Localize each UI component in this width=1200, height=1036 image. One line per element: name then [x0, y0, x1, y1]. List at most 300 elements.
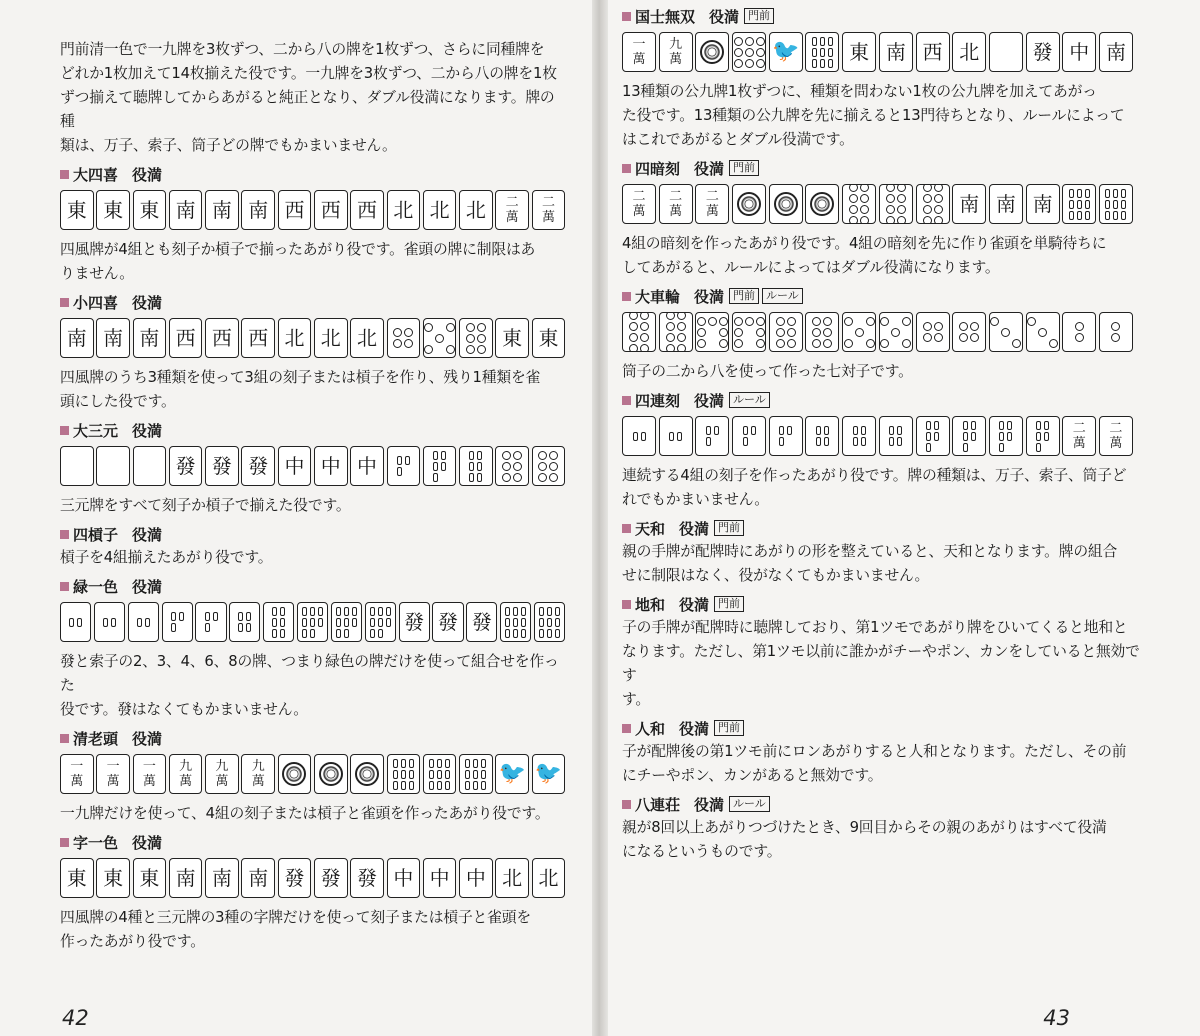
tile-glyph: 萬	[669, 204, 683, 219]
sou-sticks	[926, 421, 939, 452]
sou-tile	[622, 416, 656, 456]
pin-dot-icon	[812, 317, 821, 326]
pin-dot-icon	[923, 205, 932, 214]
bamboo-stick-icon	[481, 781, 486, 790]
bamboo-stick-icon	[812, 48, 817, 57]
honor-tile	[350, 446, 384, 486]
pin-dot-icon	[756, 328, 765, 337]
sou-tile	[297, 602, 328, 642]
honor-tile	[879, 32, 913, 72]
tile-glyph: 東	[103, 866, 124, 890]
tile-glyph: 南	[66, 326, 87, 350]
honor-tile	[1099, 32, 1133, 72]
pin-dot-icon	[466, 334, 475, 343]
pin-dot-icon	[719, 317, 728, 326]
pin-tile	[732, 312, 766, 352]
pin-dot-icon	[513, 451, 522, 460]
sou-tile	[879, 416, 913, 456]
bamboo-stick-icon	[433, 451, 438, 460]
pin-circle-icon	[355, 762, 379, 786]
bamboo-stick-icon	[477, 473, 482, 482]
pin-dot-icon	[860, 184, 869, 192]
honor-tile	[96, 446, 130, 486]
sou-sticks	[1069, 189, 1090, 220]
tile-glyph: 二	[505, 195, 519, 210]
bamboo-stick-icon	[999, 432, 1004, 441]
bamboo-stick-icon	[1121, 200, 1126, 209]
honor-tile	[952, 184, 986, 224]
bamboo-stick-icon	[812, 37, 817, 46]
pin-dot-icon	[719, 339, 728, 348]
pin-tile	[769, 312, 803, 352]
bamboo-stick-icon	[272, 618, 277, 627]
honor-tile	[169, 858, 203, 898]
bamboo-stick-icon	[205, 623, 210, 632]
sou-sticks	[465, 759, 486, 790]
pin-dots	[734, 317, 765, 348]
bamboo-stick-icon	[393, 770, 398, 779]
pin-circle-icon	[700, 40, 724, 64]
pin-dot-icon	[549, 473, 558, 482]
pin-dot-icon	[886, 184, 895, 192]
tile-glyph: 二	[705, 189, 719, 204]
yaku-points: 役満	[694, 391, 725, 410]
tile-glyph: 南	[248, 866, 269, 890]
bamboo-stick-icon	[437, 759, 442, 768]
honor-tile	[842, 32, 876, 72]
sou-tile	[1099, 184, 1133, 224]
pin-dot-icon	[538, 451, 547, 460]
tile-glyph: 二	[632, 189, 646, 204]
sou-sticks	[779, 426, 792, 446]
bamboo-stick-icon	[272, 607, 277, 616]
yaku-heading	[622, 284, 1142, 308]
honor-tile	[241, 858, 275, 898]
bamboo-stick-icon	[505, 607, 510, 616]
pin-tile	[387, 318, 421, 358]
bamboo-stick-icon	[352, 607, 357, 616]
sou-tile	[495, 754, 529, 794]
bamboo-stick-icon	[824, 437, 829, 446]
bamboo-stick-icon	[336, 629, 341, 638]
bamboo-stick-icon	[272, 629, 277, 638]
sou-sticks	[469, 451, 482, 482]
pin-dot-icon	[849, 184, 858, 192]
condition-badge: 門前	[714, 520, 744, 536]
honor-tile	[423, 858, 457, 898]
bamboo-stick-icon	[481, 759, 486, 768]
bamboo-stick-icon	[370, 607, 375, 616]
tile-glyph: 中	[465, 866, 486, 890]
bullet-square-icon	[622, 800, 631, 809]
yaku-description: 一九牌だけを使って、4組の刻子または槓子と雀頭を作ったあがり役です。	[60, 805, 550, 822]
pin-dots	[880, 317, 911, 348]
pin-dot-icon	[666, 312, 675, 320]
pin-tile	[952, 312, 986, 352]
yaku-heading	[622, 716, 1142, 740]
bullet-square-icon	[60, 838, 69, 847]
honor-tile	[96, 318, 130, 358]
honor-tile	[241, 318, 275, 358]
bamboo-stick-icon	[481, 770, 486, 779]
sou-sticks	[336, 607, 357, 638]
sou-sticks	[743, 426, 756, 446]
yaku-heading	[60, 574, 568, 598]
tile-glyph: 南	[1105, 40, 1126, 64]
pin-dot-icon	[734, 328, 743, 337]
yaku-name: 人和	[635, 719, 666, 738]
bamboo-stick-icon	[547, 618, 552, 627]
bamboo-stick-icon	[441, 451, 446, 460]
tile-glyph: 西	[320, 198, 341, 222]
pin-dot-icon	[666, 333, 675, 342]
tile-row	[622, 312, 1142, 354]
sou-sticks	[1105, 189, 1126, 220]
pin-dot-icon	[902, 317, 911, 326]
sou-tile	[162, 602, 193, 642]
honor-tile	[241, 190, 275, 230]
yaku-heading	[60, 418, 568, 442]
bamboo-stick-icon	[889, 426, 894, 435]
pin-dot-icon	[866, 317, 875, 326]
tile-glyph: 東	[849, 40, 870, 64]
pin-dot-icon	[629, 333, 638, 342]
pin-circle-icon	[774, 192, 798, 216]
pin-dot-icon	[446, 323, 455, 332]
pin-tile	[423, 318, 457, 358]
honor-tile	[133, 190, 167, 230]
pin-dot-icon	[844, 339, 853, 348]
bamboo-stick-icon	[445, 759, 450, 768]
honor-tile	[60, 318, 94, 358]
tile-glyph: 發	[175, 454, 196, 478]
tile-row	[60, 190, 568, 232]
honor-tile	[1026, 184, 1060, 224]
tile-glyph: 發	[471, 610, 492, 634]
bamboo-stick-icon	[999, 421, 1004, 430]
yaku-points: 役満	[132, 525, 163, 544]
sou-tile	[1062, 184, 1096, 224]
tile-row	[622, 184, 1142, 226]
bamboo-stick-icon	[473, 770, 478, 779]
honor-tile	[423, 190, 457, 230]
tile-glyph: 發	[357, 866, 378, 890]
character-tile	[205, 754, 239, 794]
pin-dot-icon	[466, 323, 475, 332]
yaku-name: 緑一色	[73, 577, 119, 596]
tile-glyph: 南	[1032, 192, 1053, 216]
character-tile	[1099, 416, 1133, 456]
pin-dots	[990, 317, 1021, 348]
bamboo-stick-icon	[318, 607, 323, 616]
bamboo-stick-icon	[465, 781, 470, 790]
bamboo-stick-icon	[812, 59, 817, 68]
sou-tile	[769, 32, 803, 72]
tile-glyph: 中	[284, 454, 305, 478]
tile-glyph: 南	[175, 198, 196, 222]
pin-tile	[695, 312, 729, 352]
bamboo-stick-icon	[1077, 211, 1082, 220]
pin-dot-icon	[538, 462, 547, 471]
condition-badge: 門前	[729, 288, 759, 304]
bamboo-stick-icon	[246, 612, 251, 621]
bamboo-stick-icon	[318, 618, 323, 627]
bamboo-stick-icon	[677, 432, 682, 441]
pin-dot-icon	[477, 345, 486, 354]
bamboo-stick-icon	[1105, 189, 1110, 198]
bamboo-stick-icon	[437, 770, 442, 779]
bullet-square-icon	[622, 396, 631, 405]
pin-dot-icon	[745, 37, 754, 46]
sou-tile	[263, 602, 294, 642]
sou-sticks	[69, 618, 82, 627]
honor-tile	[169, 190, 203, 230]
pin-dot-icon	[502, 473, 511, 482]
pin-dot-icon	[880, 317, 889, 326]
pin-dot-icon	[959, 333, 968, 342]
honor-tile	[532, 318, 566, 358]
pin-dot-icon	[756, 37, 765, 46]
tile-glyph: 萬	[106, 774, 120, 789]
pin-dot-icon	[640, 344, 649, 352]
honor-tile	[60, 858, 94, 898]
character-tile	[169, 754, 203, 794]
yaku-name: 大車輪	[635, 287, 681, 306]
bamboo-stick-icon	[820, 48, 825, 57]
pin-dot-icon	[677, 322, 686, 331]
tile-glyph: 二	[1072, 421, 1086, 436]
bamboo-stick-icon	[779, 437, 784, 446]
tile-row	[60, 602, 568, 644]
sou-sticks	[171, 612, 184, 632]
pin-dot-icon	[880, 339, 889, 348]
bullet-square-icon	[60, 426, 69, 435]
yaku-heading	[60, 830, 568, 854]
pin-dot-icon	[990, 317, 999, 326]
sou-tile	[732, 416, 766, 456]
yaku-points: 役満	[132, 833, 163, 852]
bullet-square-icon	[60, 170, 69, 179]
condition-badge: 門前	[729, 160, 759, 176]
pin-dots	[629, 312, 649, 352]
yaku-points: 役満	[679, 519, 710, 538]
bamboo-stick-icon	[370, 618, 375, 627]
sou-tile	[387, 446, 421, 486]
bamboo-stick-icon	[1077, 200, 1082, 209]
sou-tile	[387, 754, 421, 794]
bamboo-stick-icon	[1069, 189, 1074, 198]
yaku-points: 役満	[132, 577, 163, 596]
pin-tile	[916, 184, 950, 224]
pin-dot-icon	[860, 216, 869, 224]
sou-sticks	[137, 618, 150, 627]
bamboo-stick-icon	[1121, 211, 1126, 220]
left-page	[0, 0, 596, 1036]
sou-sticks	[999, 421, 1012, 452]
bamboo-stick-icon	[310, 629, 315, 638]
bamboo-stick-icon	[513, 607, 518, 616]
tile-glyph: 發	[284, 866, 305, 890]
sou-tile	[805, 32, 839, 72]
pin-tile	[1062, 312, 1096, 352]
bamboo-stick-icon	[77, 618, 82, 627]
tile-glyph: 九	[669, 37, 683, 52]
tile-glyph: 萬	[541, 210, 555, 225]
pin-dot-icon	[640, 333, 649, 342]
pin-dots	[466, 323, 486, 354]
tile-glyph: 南	[959, 192, 980, 216]
pin-tile	[732, 184, 766, 224]
pin-tile	[842, 184, 876, 224]
pin-dots	[1111, 322, 1120, 342]
bamboo-stick-icon	[213, 612, 218, 621]
sou-sticks	[1036, 421, 1049, 452]
tile-glyph: 西	[284, 198, 305, 222]
right-page	[604, 0, 1200, 1036]
bamboo-stick-icon	[1044, 432, 1049, 441]
bamboo-stick-icon	[103, 618, 108, 627]
bamboo-stick-icon	[469, 473, 474, 482]
pin-tile	[532, 446, 566, 486]
honor-tile	[314, 446, 348, 486]
pin-dot-icon	[866, 339, 875, 348]
pin-dot-icon	[640, 322, 649, 331]
pin-tile	[622, 312, 656, 352]
character-tile	[659, 184, 693, 224]
bamboo-stick-icon	[714, 426, 719, 435]
pin-tile	[879, 312, 913, 352]
bamboo-stick-icon	[378, 629, 383, 638]
honor-tile	[350, 318, 384, 358]
tile-glyph: 萬	[705, 204, 719, 219]
yaku-description: 四風牌のうち3種類を使って3組の刻子または槓子を作り、残り1種類を雀 頭にした役です。	[60, 369, 541, 410]
bamboo-stick-icon	[310, 618, 315, 627]
pin-dot-icon	[787, 328, 796, 337]
sou-tile	[659, 416, 693, 456]
yaku-description: 槓子を4組揃えたあがり役です。	[60, 549, 273, 566]
tile-glyph: 北	[357, 326, 378, 350]
pin-dots	[1075, 322, 1084, 342]
honor-tile	[133, 858, 167, 898]
bamboo-stick-icon	[441, 462, 446, 471]
honor-tile	[278, 318, 312, 358]
yaku-name: 大四喜	[73, 165, 119, 184]
tile-row	[60, 446, 568, 488]
honor-tile	[1062, 32, 1096, 72]
honor-tile	[205, 318, 239, 358]
bamboo-stick-icon	[1085, 189, 1090, 198]
pin-dot-icon	[446, 345, 455, 354]
honor-tile	[60, 446, 94, 486]
sou-tile	[952, 416, 986, 456]
yaku-name: 四連刻	[635, 391, 681, 410]
pin-dot-icon	[666, 322, 675, 331]
honor-tile	[96, 858, 130, 898]
bamboo-stick-icon	[934, 432, 939, 441]
tile-glyph: 一	[106, 759, 120, 774]
sou-tile	[195, 602, 226, 642]
bamboo-stick-icon	[897, 426, 902, 435]
bamboo-stick-icon	[971, 432, 976, 441]
sou-tile	[532, 754, 566, 794]
pin-dot-icon	[538, 473, 547, 482]
honor-tile	[241, 446, 275, 486]
pin-dot-icon	[666, 344, 675, 352]
tile-glyph: 萬	[632, 204, 646, 219]
pin-dot-icon	[549, 451, 558, 460]
honor-tile	[432, 602, 463, 642]
condition-badge: ルール	[729, 796, 770, 812]
pin-dot-icon	[756, 59, 765, 68]
character-tile	[532, 190, 566, 230]
bamboo-stick-icon	[409, 781, 414, 790]
sou-tile	[989, 416, 1023, 456]
honor-tile	[459, 858, 493, 898]
character-tile	[622, 32, 656, 72]
bamboo-stick-icon	[853, 426, 858, 435]
bamboo-stick-icon	[1077, 189, 1082, 198]
bamboo-stick-icon	[429, 781, 434, 790]
bamboo-stick-icon	[505, 629, 510, 638]
bamboo-stick-icon	[429, 759, 434, 768]
honor-tile	[96, 190, 130, 230]
honor-tile	[169, 318, 203, 358]
honor-tile	[459, 190, 493, 230]
pin-circle-icon	[810, 192, 834, 216]
honor-tile	[205, 858, 239, 898]
bamboo-stick-icon	[465, 759, 470, 768]
bamboo-stick-icon	[641, 432, 646, 441]
sou-tile	[695, 416, 729, 456]
bullet-square-icon	[60, 582, 69, 591]
tile-glyph: 東	[502, 326, 523, 350]
pin-dot-icon	[756, 339, 765, 348]
bamboo-stick-icon	[171, 612, 176, 621]
sou-tile	[60, 602, 91, 642]
pin-dot-icon	[787, 339, 796, 348]
tile-glyph: 西	[175, 326, 196, 350]
yaku-name: 国士無双	[635, 7, 696, 26]
honor-tile	[314, 190, 348, 230]
left-page-content	[60, 0, 568, 954]
sou-sticks	[633, 432, 646, 441]
pin-dot-icon	[640, 312, 649, 320]
bamboo-stick-icon	[401, 770, 406, 779]
pin-dot-icon	[697, 328, 706, 337]
pin-dot-icon	[812, 339, 821, 348]
pin-tile	[732, 32, 766, 72]
pin-tile	[1099, 312, 1133, 352]
pin-dot-icon	[970, 322, 979, 331]
bamboo-stick-icon	[409, 770, 414, 779]
sou-sticks	[505, 607, 526, 638]
bamboo-stick-icon	[370, 629, 375, 638]
pin-dot-icon	[923, 216, 932, 224]
pin-dot-icon	[708, 317, 717, 326]
yaku-heading	[622, 156, 1142, 180]
pin-dot-icon	[466, 345, 475, 354]
bamboo-stick-icon	[963, 421, 968, 430]
pin-dots	[776, 317, 796, 348]
bamboo-stick-icon	[669, 432, 674, 441]
bamboo-stick-icon	[926, 443, 931, 452]
tile-glyph: 中	[320, 454, 341, 478]
honor-tile	[278, 446, 312, 486]
bamboo-stick-icon	[386, 607, 391, 616]
tile-glyph: 東	[139, 198, 160, 222]
tile-glyph: 北	[284, 326, 305, 350]
honor-tile	[1026, 32, 1060, 72]
